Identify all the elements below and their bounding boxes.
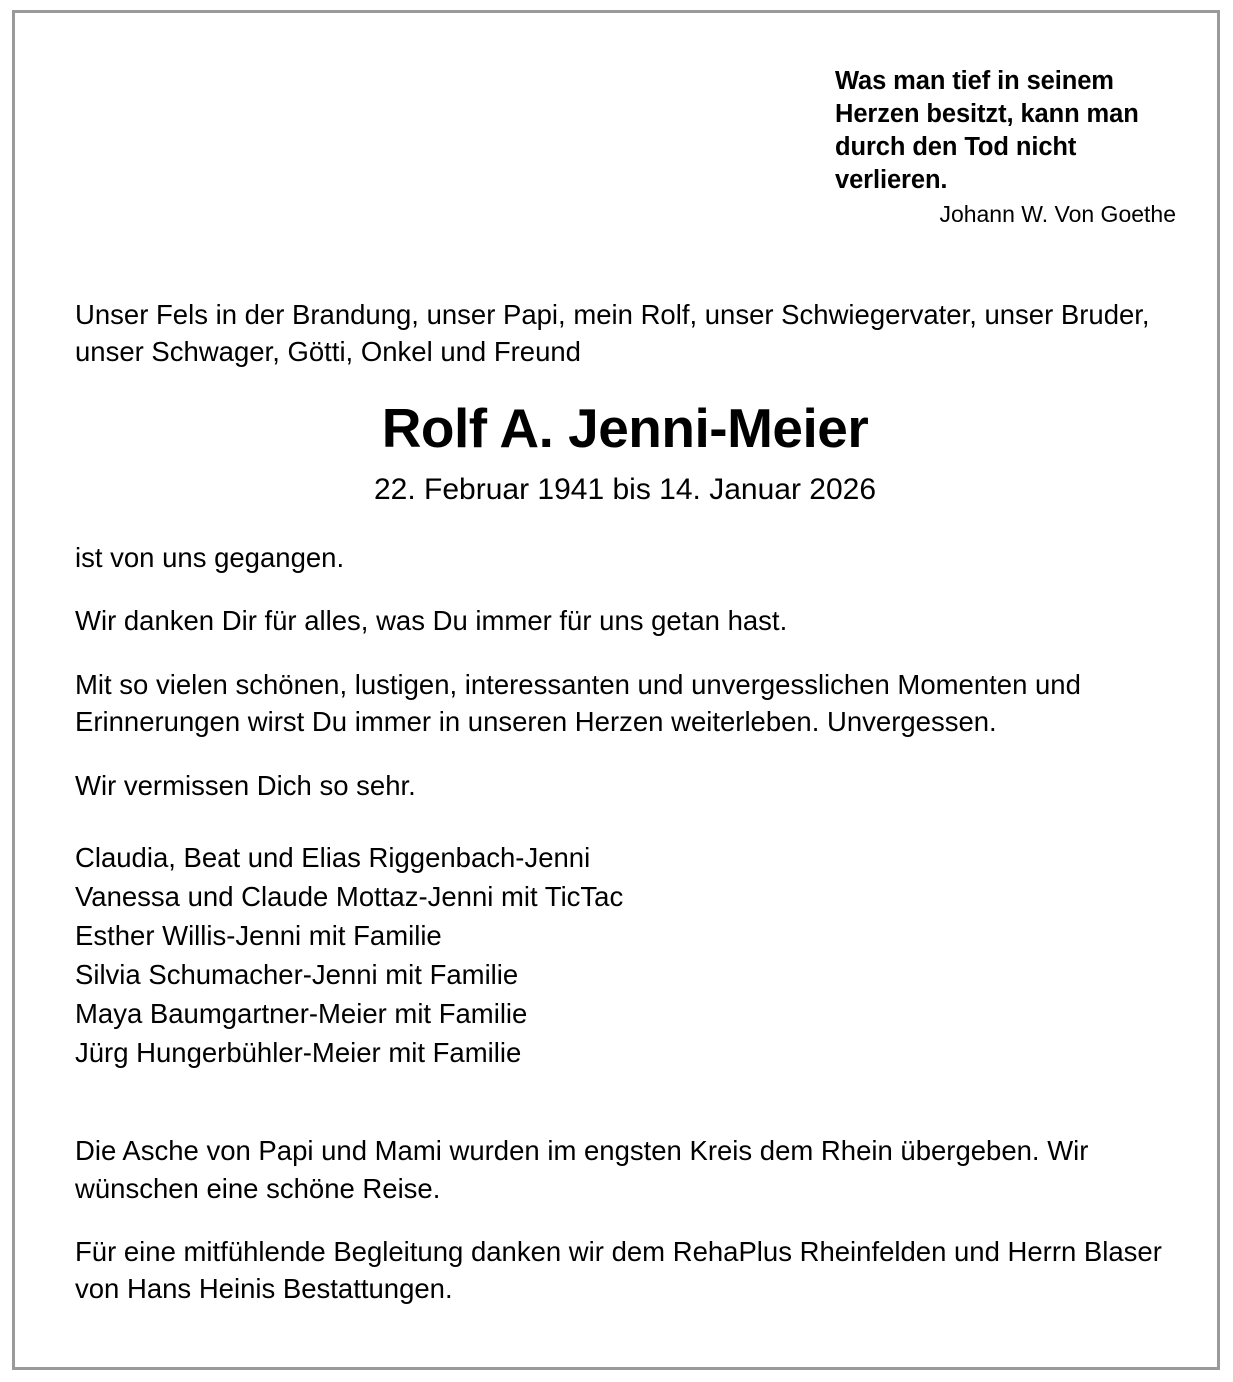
- survivor-line: Esther Willis-Jenni mit Familie: [75, 920, 442, 952]
- paragraph-3: Mit so vielen schönen, lustigen, interessanten und unvergesslichen Momenten und Erinnerungen wirst Du immer in unseren Herzen weiterleben. Unvergessen.: [75, 668, 1081, 738]
- notice-content: [75, 53, 1177, 1347]
- survivor-line: Silvia Schumacher-Jenni mit Familie: [75, 959, 519, 991]
- quote-text: Was man tief in seinem Herzen besitzt, kann man durch den Tod nicht verlieren.: [835, 67, 1139, 195]
- paragraph-2: Wir danken Dir für alles, was Du immer für uns getan hast.: [75, 605, 788, 637]
- notice-frame: [12, 10, 1220, 1370]
- deceased-name: Rolf A. Jenni-Meier: [381, 396, 869, 459]
- survivor-line: Vanessa und Claude Mottaz-Jenni mit TicTac: [75, 881, 624, 913]
- deceased-dates: 22. Februar 1941 bis 14. Januar 2026: [373, 473, 877, 507]
- paragraph-4: Wir vermissen Dich so sehr.: [75, 769, 416, 801]
- survivor-line: Jürg Hungerbühler-Meier mit Familie: [75, 1037, 522, 1069]
- survivor-line: Maya Baumgartner-Meier mit Familie: [75, 998, 528, 1030]
- survivors-list: [75, 838, 1175, 1072]
- intro-text: Unser Fels in der Brandung, unser Papi, mein Rolf, unser Schwiegervater, unser Bruder, unser Schwager, Götti, Onkel und Freund: [75, 299, 1150, 368]
- quote-author: Johann W. Von Goethe: [939, 200, 1176, 227]
- quote-block: [835, 65, 1180, 229]
- survivor-line: Claudia, Beat und Elias Riggenbach-Jenni: [75, 841, 591, 873]
- notice-body: [75, 296, 1175, 1308]
- closing-paragraph-2: Für eine mitfühlende Begleitung danken wir dem RehaPlus Rheinfelden und Herrn Blaser von Hans Heinis Bestattungen.: [75, 1236, 1162, 1305]
- paragraph-1: ist von uns gegangen.: [75, 542, 345, 574]
- closing-paragraph-1: Die Asche von Papi und Mami wurden im engsten Kreis dem Rhein übergeben. Wir wünschen eine schöne Reise.: [75, 1135, 1089, 1204]
